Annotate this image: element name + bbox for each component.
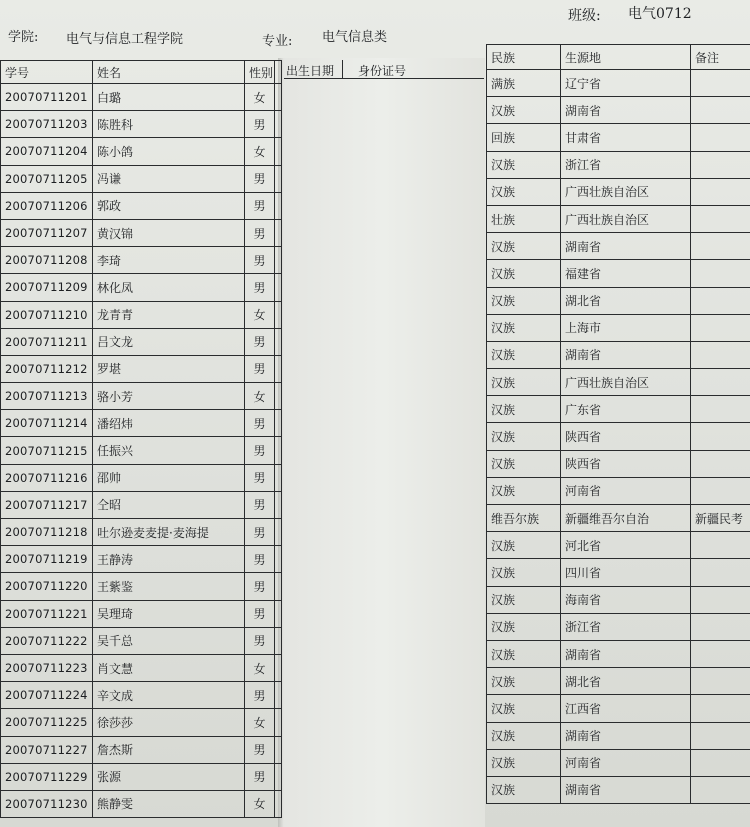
gender-cell: 男 xyxy=(245,355,275,382)
table-row xyxy=(1,165,282,192)
ethnicity-cell: 汉族 xyxy=(487,233,561,260)
origin-cell: 陕西省 xyxy=(561,450,691,477)
student-name-cell: 吕文龙 xyxy=(93,328,245,355)
student-name-cell: 熊静雯 xyxy=(93,790,245,817)
col-header-name: 姓名 xyxy=(93,61,245,84)
student-id-cell: 20070711205 xyxy=(1,165,93,192)
remark-cell xyxy=(691,776,750,803)
ethnicity-cell: 汉族 xyxy=(487,613,561,640)
col-header-birth-date: 出生日期 xyxy=(286,64,335,78)
student-name-cell: 辛文成 xyxy=(93,682,245,709)
ethnicity-cell: 汉族 xyxy=(487,396,561,423)
remark-cell xyxy=(691,151,750,178)
student-id-cell: 20070711217 xyxy=(1,491,93,518)
header-divider xyxy=(342,60,343,78)
table-row xyxy=(1,84,282,111)
origin-cell: 湖南省 xyxy=(561,233,691,260)
remark-cell xyxy=(691,70,750,97)
remark-cell xyxy=(691,341,750,368)
birth-date-stub-cell xyxy=(275,410,282,437)
origin-cell: 甘肃省 xyxy=(561,124,691,151)
student-id-cell: 20070711229 xyxy=(1,763,93,790)
gender-cell: 男 xyxy=(245,192,275,219)
birth-date-stub-cell xyxy=(275,247,282,274)
remark-cell xyxy=(691,287,750,314)
table-row-right xyxy=(487,586,750,613)
origin-cell: 浙江省 xyxy=(561,613,691,640)
student-id-cell: 20070711210 xyxy=(1,301,93,328)
ethnicity-cell: 汉族 xyxy=(487,151,561,178)
ethnicity-cell: 汉族 xyxy=(487,559,561,586)
student-name-cell: 徐莎莎 xyxy=(93,709,245,736)
gender-cell: 女 xyxy=(245,84,275,111)
origin-cell: 湖南省 xyxy=(561,97,691,124)
student-id-cell: 20070711211 xyxy=(1,328,93,355)
student-name-cell: 龙青青 xyxy=(93,301,245,328)
birth-date-stub-cell xyxy=(275,84,282,111)
birth-date-stub-cell xyxy=(275,383,282,410)
table-row-right xyxy=(487,341,750,368)
remark-cell: 新疆民考 xyxy=(691,505,750,532)
student-id-cell: 20070711224 xyxy=(1,682,93,709)
ethnicity-cell: 汉族 xyxy=(487,586,561,613)
table-row xyxy=(1,355,282,382)
table-row xyxy=(1,138,282,165)
table-row-right xyxy=(487,287,750,314)
remark-cell xyxy=(691,205,750,232)
student-name-cell: 吴千总 xyxy=(93,627,245,654)
birth-date-stub-cell xyxy=(275,573,282,600)
ethnicity-cell: 汉族 xyxy=(487,423,561,450)
origin-cell: 广西壮族自治区 xyxy=(561,369,691,396)
student-id-cell: 20070711215 xyxy=(1,437,93,464)
origin-cell: 陕西省 xyxy=(561,423,691,450)
origin-cell: 湖南省 xyxy=(561,722,691,749)
col-header-id-card: 身份证号 xyxy=(358,64,407,78)
remark-cell xyxy=(691,559,750,586)
remark-cell xyxy=(691,613,750,640)
birth-date-stub-cell xyxy=(275,274,282,301)
gender-cell: 男 xyxy=(245,546,275,573)
table-row-right xyxy=(487,369,750,396)
folded-blank-area xyxy=(280,58,485,827)
table-row xyxy=(1,328,282,355)
gender-cell: 男 xyxy=(245,682,275,709)
origin-cell: 江西省 xyxy=(561,695,691,722)
birth-date-stub-cell xyxy=(275,301,282,328)
ethnicity-cell: 汉族 xyxy=(487,695,561,722)
remark-cell xyxy=(691,260,750,287)
table-row-right xyxy=(487,532,750,559)
student-id-cell: 20070711214 xyxy=(1,410,93,437)
col-header-origin: 生源地 xyxy=(561,45,691,70)
remark-cell xyxy=(691,586,750,613)
table-row xyxy=(1,790,282,817)
student-name-cell: 吴理琦 xyxy=(93,600,245,627)
origin-cell: 福建省 xyxy=(561,260,691,287)
table-row-right xyxy=(487,233,750,260)
ethnicity-cell: 汉族 xyxy=(487,341,561,368)
table-header-row-right xyxy=(487,45,750,70)
remark-cell xyxy=(691,722,750,749)
table-row xyxy=(1,410,282,437)
student-id-cell: 20070711212 xyxy=(1,355,93,382)
table-row-right xyxy=(487,477,750,504)
origin-cell: 海南省 xyxy=(561,586,691,613)
origin-cell: 河南省 xyxy=(561,477,691,504)
student-name-cell: 郭政 xyxy=(93,192,245,219)
student-name-cell: 詹杰斯 xyxy=(93,736,245,763)
table-row xyxy=(1,383,282,410)
remark-cell xyxy=(691,423,750,450)
student-table-right xyxy=(486,44,750,804)
gender-cell: 男 xyxy=(245,328,275,355)
birth-date-stub-cell xyxy=(275,654,282,681)
ethnicity-cell: 汉族 xyxy=(487,477,561,504)
origin-cell: 浙江省 xyxy=(561,151,691,178)
gender-cell: 男 xyxy=(245,464,275,491)
remark-cell xyxy=(691,532,750,559)
ethnicity-cell: 汉族 xyxy=(487,450,561,477)
student-table-left xyxy=(0,60,282,818)
col-header-student-id: 学号 xyxy=(1,61,93,84)
ethnicity-cell: 汉族 xyxy=(487,97,561,124)
student-id-cell: 20070711209 xyxy=(1,274,93,301)
table-row xyxy=(1,464,282,491)
table-row xyxy=(1,627,282,654)
birth-date-stub-cell xyxy=(275,709,282,736)
table-row-right xyxy=(487,314,750,341)
ethnicity-cell: 汉族 xyxy=(487,640,561,667)
student-name-cell: 林化凤 xyxy=(93,274,245,301)
birth-date-stub-cell xyxy=(275,763,282,790)
major-name: 电气信息类 xyxy=(322,30,388,45)
ethnicity-cell: 汉族 xyxy=(487,668,561,695)
student-id-cell: 20070711222 xyxy=(1,627,93,654)
table-row xyxy=(1,682,282,709)
ethnicity-cell: 维吾尔族 xyxy=(487,505,561,532)
student-name-cell: 潘绍炜 xyxy=(93,410,245,437)
ethnicity-cell: 汉族 xyxy=(487,722,561,749)
header-underline xyxy=(284,78,484,79)
birth-date-stub-cell xyxy=(275,165,282,192)
table-row xyxy=(1,546,282,573)
gender-cell: 女 xyxy=(245,383,275,410)
table-row xyxy=(1,573,282,600)
table-row xyxy=(1,274,282,301)
table-header-row xyxy=(1,61,282,84)
birth-date-stub-cell xyxy=(275,546,282,573)
gender-cell: 男 xyxy=(245,274,275,301)
birth-date-stub-cell xyxy=(275,682,282,709)
remark-cell xyxy=(691,695,750,722)
ethnicity-cell: 汉族 xyxy=(487,749,561,776)
student-id-cell: 20070711227 xyxy=(1,736,93,763)
student-name-cell: 张源 xyxy=(93,763,245,790)
ethnicity-cell: 汉族 xyxy=(487,260,561,287)
col-header-ethnicity: 民族 xyxy=(487,45,561,70)
student-id-cell: 20070711223 xyxy=(1,654,93,681)
origin-cell: 湖北省 xyxy=(561,287,691,314)
origin-cell: 广西壮族自治区 xyxy=(561,205,691,232)
student-id-cell: 20070711206 xyxy=(1,192,93,219)
ethnicity-cell: 汉族 xyxy=(487,314,561,341)
student-name-cell: 任振兴 xyxy=(93,437,245,464)
ethnicity-cell: 壮族 xyxy=(487,205,561,232)
birth-date-stub-cell xyxy=(275,491,282,518)
student-name-cell: 骆小芳 xyxy=(93,383,245,410)
remark-cell xyxy=(691,477,750,504)
col-header-gender: 性别 xyxy=(245,61,275,84)
birth-date-stub-cell xyxy=(275,138,282,165)
table-row-right xyxy=(487,97,750,124)
birth-date-stub-cell xyxy=(275,627,282,654)
table-row-right xyxy=(487,749,750,776)
student-name-cell: 王静涛 xyxy=(93,546,245,573)
table-row-right xyxy=(487,205,750,232)
origin-cell: 上海市 xyxy=(561,314,691,341)
gender-cell: 男 xyxy=(245,247,275,274)
student-id-cell: 20070711220 xyxy=(1,573,93,600)
ethnicity-cell: 汉族 xyxy=(487,776,561,803)
student-id-cell: 20070711201 xyxy=(1,84,93,111)
remark-cell xyxy=(691,314,750,341)
student-name-cell: 黄汉锦 xyxy=(93,219,245,246)
table-row-right xyxy=(487,423,750,450)
birth-date-stub-cell xyxy=(275,219,282,246)
student-id-cell: 20070711207 xyxy=(1,219,93,246)
birth-date-stub-cell xyxy=(275,355,282,382)
gender-cell: 男 xyxy=(245,219,275,246)
table-row-right xyxy=(487,70,750,97)
table-row xyxy=(1,709,282,736)
col-header-birth-stub xyxy=(275,61,282,84)
student-name-cell: 白璐 xyxy=(93,84,245,111)
origin-cell: 辽宁省 xyxy=(561,70,691,97)
gender-cell: 女 xyxy=(245,654,275,681)
class-label: 班级: xyxy=(568,8,601,24)
gender-cell: 男 xyxy=(245,519,275,546)
gender-cell: 女 xyxy=(245,790,275,817)
student-name-cell: 陈胜科 xyxy=(93,111,245,138)
student-id-cell: 20070711219 xyxy=(1,546,93,573)
table-row-right xyxy=(487,722,750,749)
remark-cell xyxy=(691,233,750,260)
student-id-cell: 20070711225 xyxy=(1,709,93,736)
ethnicity-cell: 汉族 xyxy=(487,178,561,205)
student-id-cell: 20070711203 xyxy=(1,111,93,138)
major-label: 专业: xyxy=(262,34,293,49)
remark-cell xyxy=(691,668,750,695)
table-row xyxy=(1,111,282,138)
remark-cell xyxy=(691,178,750,205)
birth-date-stub-cell xyxy=(275,736,282,763)
gender-cell: 男 xyxy=(245,600,275,627)
table-row xyxy=(1,654,282,681)
remark-cell xyxy=(691,369,750,396)
table-row xyxy=(1,247,282,274)
origin-cell: 湖南省 xyxy=(561,776,691,803)
table-row xyxy=(1,600,282,627)
origin-cell: 广西壮族自治区 xyxy=(561,178,691,205)
student-name-cell: 李琦 xyxy=(93,247,245,274)
gender-cell: 男 xyxy=(245,627,275,654)
ethnicity-cell: 满族 xyxy=(487,70,561,97)
student-id-cell: 20070711204 xyxy=(1,138,93,165)
origin-cell: 新疆维吾尔自治 xyxy=(561,505,691,532)
birth-date-stub-cell xyxy=(275,600,282,627)
table-row xyxy=(1,437,282,464)
college-label: 学院: xyxy=(8,30,39,45)
table-row-right xyxy=(487,178,750,205)
origin-cell: 河北省 xyxy=(561,532,691,559)
birth-date-stub-cell xyxy=(275,328,282,355)
student-name-cell: 王紫鉴 xyxy=(93,573,245,600)
student-name-cell: 仝昭 xyxy=(93,491,245,518)
table-row-right xyxy=(487,640,750,667)
student-name-cell: 肖文慧 xyxy=(93,654,245,681)
table-row xyxy=(1,192,282,219)
student-name-cell: 冯谦 xyxy=(93,165,245,192)
table-row-right xyxy=(487,505,750,532)
origin-cell: 河南省 xyxy=(561,749,691,776)
ethnicity-cell: 回族 xyxy=(487,124,561,151)
table-row xyxy=(1,736,282,763)
student-name-cell: 吐尔逊麦麦提·麦海提 xyxy=(93,519,245,546)
birth-date-stub-cell xyxy=(275,464,282,491)
student-name-cell: 罗堪 xyxy=(93,355,245,382)
birth-date-stub-cell xyxy=(275,111,282,138)
table-row xyxy=(1,301,282,328)
gender-cell: 男 xyxy=(245,763,275,790)
gender-cell: 男 xyxy=(245,573,275,600)
ethnicity-cell: 汉族 xyxy=(487,532,561,559)
table-row xyxy=(1,763,282,790)
student-id-cell: 20070711221 xyxy=(1,600,93,627)
table-row xyxy=(1,491,282,518)
table-row-right xyxy=(487,776,750,803)
gender-cell: 男 xyxy=(245,491,275,518)
gender-cell: 女 xyxy=(245,301,275,328)
remark-cell xyxy=(691,640,750,667)
table-row-right xyxy=(487,151,750,178)
origin-cell: 四川省 xyxy=(561,559,691,586)
origin-cell: 广东省 xyxy=(561,396,691,423)
student-name-cell: 邵帅 xyxy=(93,464,245,491)
table-row-right xyxy=(487,396,750,423)
gender-cell: 男 xyxy=(245,736,275,763)
gender-cell: 男 xyxy=(245,437,275,464)
class-name: 电气0712 xyxy=(628,6,692,22)
gender-cell: 女 xyxy=(245,709,275,736)
origin-cell: 湖南省 xyxy=(561,640,691,667)
birth-date-stub-cell xyxy=(275,790,282,817)
student-id-cell: 20070711218 xyxy=(1,519,93,546)
table-row-right xyxy=(487,450,750,477)
remark-cell xyxy=(691,749,750,776)
remark-cell xyxy=(691,396,750,423)
table-row-right xyxy=(487,559,750,586)
table-row-right xyxy=(487,260,750,287)
remark-cell xyxy=(691,124,750,151)
student-name-cell: 陈小鸽 xyxy=(93,138,245,165)
birth-date-stub-cell xyxy=(275,437,282,464)
student-id-cell: 20070711213 xyxy=(1,383,93,410)
ethnicity-cell: 汉族 xyxy=(487,287,561,314)
gender-cell: 女 xyxy=(245,138,275,165)
table-row-right xyxy=(487,668,750,695)
origin-cell: 湖北省 xyxy=(561,668,691,695)
table-row-right xyxy=(487,613,750,640)
table-row-right xyxy=(487,695,750,722)
remark-cell xyxy=(691,97,750,124)
table-row xyxy=(1,219,282,246)
table-row-right xyxy=(487,124,750,151)
birth-date-stub-cell xyxy=(275,519,282,546)
gender-cell: 男 xyxy=(245,165,275,192)
gender-cell: 男 xyxy=(245,410,275,437)
gender-cell: 男 xyxy=(245,111,275,138)
student-id-cell: 20070711216 xyxy=(1,464,93,491)
birth-date-stub-cell xyxy=(275,192,282,219)
ethnicity-cell: 汉族 xyxy=(487,369,561,396)
college-name: 电气与信息工程学院 xyxy=(66,32,184,47)
student-id-cell: 20070711230 xyxy=(1,790,93,817)
col-header-remarks: 备注 xyxy=(691,45,750,70)
remark-cell xyxy=(691,450,750,477)
student-id-cell: 20070711208 xyxy=(1,247,93,274)
origin-cell: 湖南省 xyxy=(561,341,691,368)
table-row xyxy=(1,519,282,546)
